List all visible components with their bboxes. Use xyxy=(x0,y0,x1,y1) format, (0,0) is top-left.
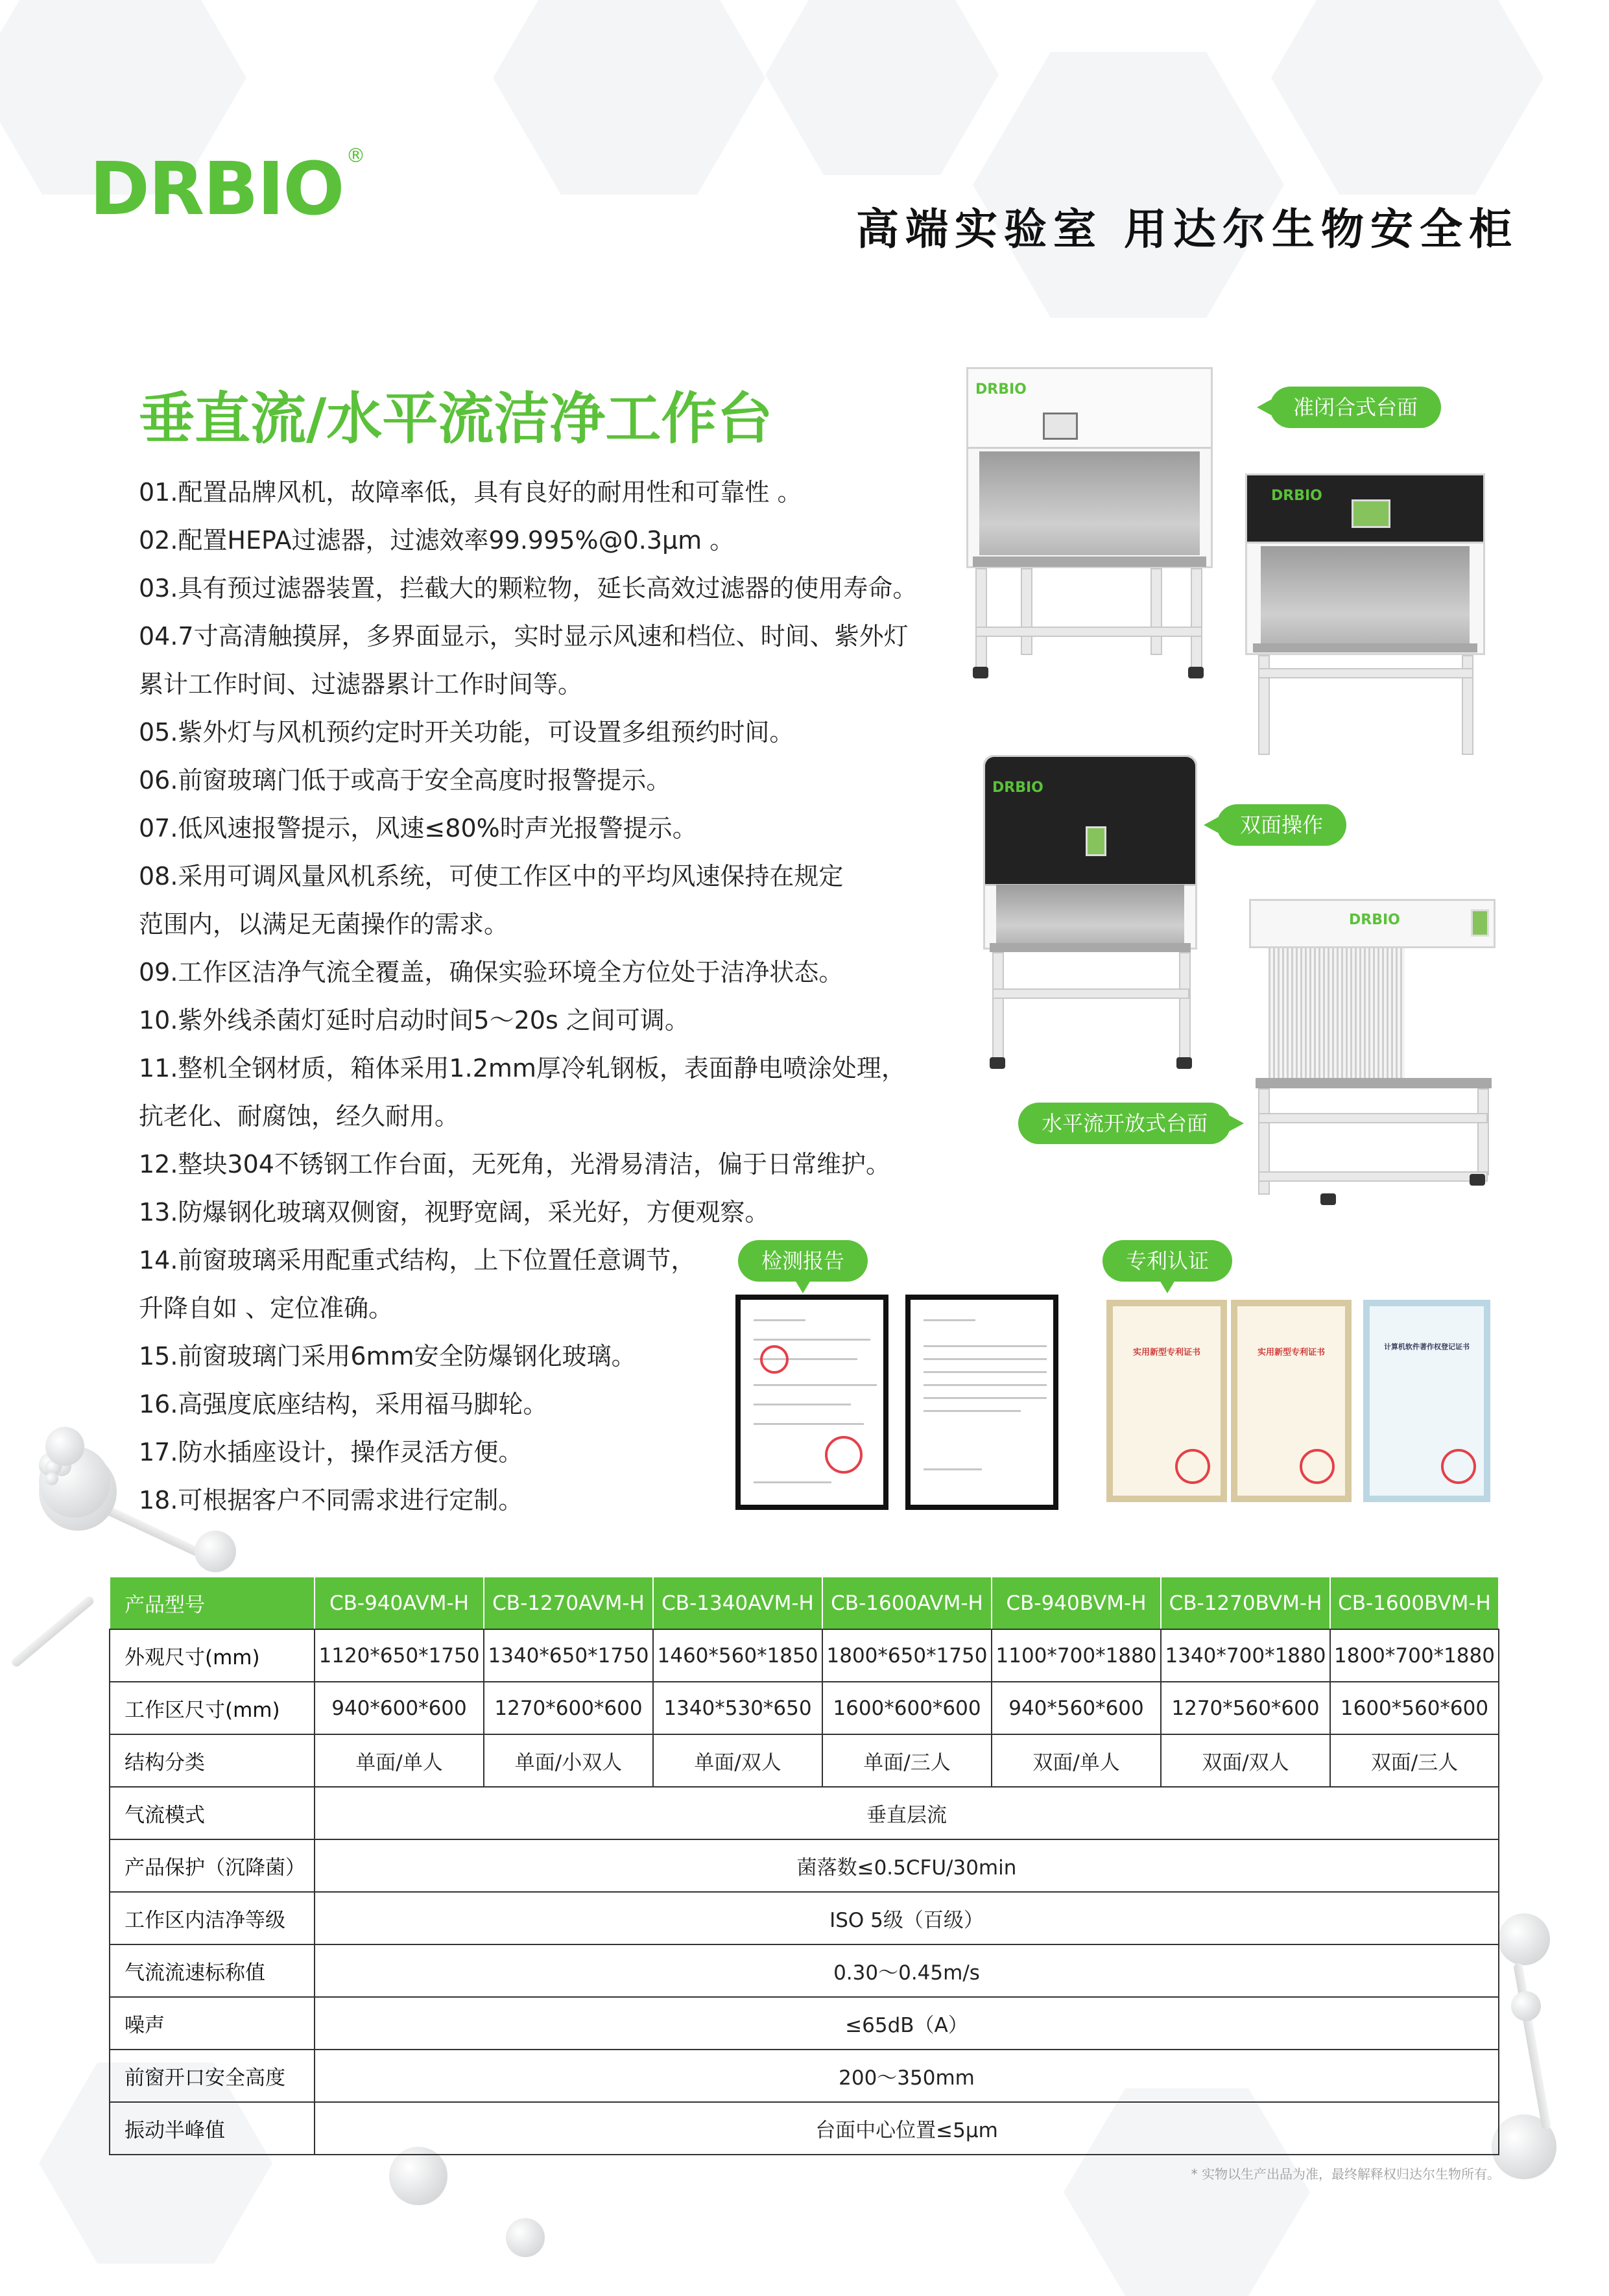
product-image-open-cabinet xyxy=(1245,473,1485,759)
table-cell: 1340*650*1750 xyxy=(484,1629,653,1682)
patent-certificate xyxy=(1106,1300,1227,1502)
table-row xyxy=(110,1787,1499,1839)
header-cell: 产品型号 xyxy=(110,1577,315,1629)
tag-closed-table: 准闭合式台面 xyxy=(1270,387,1441,428)
model-cell: CB-1600AVM-H xyxy=(822,1577,992,1629)
table-cell: 1270*600*600 xyxy=(484,1682,653,1734)
spec-table xyxy=(109,1576,1499,2155)
feature-item: 02.配置HEPA过滤器，过滤效率99.995%@0.3μm 。 xyxy=(139,526,735,555)
table-cell: 垂直层流 xyxy=(315,1787,1499,1839)
model-cell: CB-1270BVM-H xyxy=(1161,1577,1330,1629)
feature-item: 08.采用可调风量风机系统，可使工作区中的平均风速保持在规定 xyxy=(139,862,844,891)
cabinet-brand: DRBIO xyxy=(992,780,1043,796)
slogan: 高端实验室 用达尔生物安全柜 xyxy=(856,204,1518,254)
cabinet-brand: DRBIO xyxy=(1349,912,1400,928)
tag-horizontal-flow: 水平流开放式台面 xyxy=(1018,1103,1231,1144)
test-report-doc xyxy=(905,1295,1058,1510)
table-cell: 1600*560*600 xyxy=(1330,1682,1499,1734)
feature-item: 09.工作区洁净气流全覆盖，确保实验环境全方位处于洁净状态。 xyxy=(139,958,844,987)
table-cell: 1340*530*650 xyxy=(653,1682,822,1734)
feature-item: 07.低风速报警提示，风速≤80%时声光报警提示。 xyxy=(139,814,697,843)
background-hexagon xyxy=(973,52,1284,318)
table-cell: 1340*700*1880 xyxy=(1161,1629,1330,1682)
tag-patent: 专利认证 xyxy=(1102,1240,1232,1282)
feature-item: 抗老化、耐腐蚀，经久耐用。 xyxy=(139,1102,460,1130)
table-cell: 940*560*600 xyxy=(992,1682,1161,1734)
table-cell: 双面/单人 xyxy=(992,1734,1161,1787)
feature-item: 05.紫外灯与风机预约定时开关功能，可设置多组预约时间。 xyxy=(139,718,794,747)
product-image-double-sided xyxy=(983,755,1197,1073)
feature-item: 升降自如 、定位准确。 xyxy=(139,1294,394,1322)
table-cell: 1270*560*600 xyxy=(1161,1682,1330,1734)
molecule-ball xyxy=(45,1472,58,1485)
feature-item: 16.高强度底座结构，采用福马脚轮。 xyxy=(139,1390,548,1418)
feature-item: 10.紫外线杀菌灯延时启动时间5～20s 之间可调。 xyxy=(139,1006,689,1034)
feature-item: 14.前窗玻璃采用配重式结构，上下位置任意调节， xyxy=(139,1246,696,1274)
certificate-title: 实用新型专利证书 xyxy=(1132,1348,1200,1357)
molecule-ball xyxy=(1498,1913,1550,1965)
brand-logo xyxy=(89,145,366,232)
molecule-bond xyxy=(1513,1963,1551,2130)
table-cell: 单面/双人 xyxy=(653,1734,822,1787)
table-cell: 菌落数≤0.5CFU/30min xyxy=(315,1839,1499,1892)
certificate-title: 计算机软件著作权登记证书 xyxy=(1384,1343,1470,1351)
feature-item: 范围内，以满足无菌操作的需求。 xyxy=(139,910,509,939)
table-cell: 1600*600*600 xyxy=(822,1682,992,1734)
feature-item: 累计工作时间、过滤器累计工作时间等。 xyxy=(139,670,583,699)
row-label: 振动半峰值 xyxy=(110,2102,315,2155)
table-cell: 单面/三人 xyxy=(822,1734,992,1787)
table-row xyxy=(110,1682,1499,1734)
tag-double-sided: 双面操作 xyxy=(1217,804,1346,846)
certificate-title: 实用新型专利证书 xyxy=(1257,1348,1325,1357)
table-row xyxy=(110,1734,1499,1787)
row-label: 噪声 xyxy=(110,1997,315,2050)
molecule-ball xyxy=(1511,1991,1541,2021)
tag-test-report: 检测报告 xyxy=(738,1240,868,1282)
logo-text: DRBIO xyxy=(89,147,344,232)
product-image-closed-cabinet xyxy=(966,367,1213,685)
feature-item: 18.可根据客户不同需求进行定制。 xyxy=(139,1486,523,1514)
test-report-doc xyxy=(735,1295,888,1510)
row-label: 工作区内洁净等级 xyxy=(110,1892,315,1944)
molecule-ball xyxy=(45,1427,84,1466)
row-label: 产品保护（沉降菌） xyxy=(110,1839,315,1892)
table-cell: 1100*700*1880 xyxy=(992,1629,1161,1682)
feature-item: 13.防爆钢化玻璃双侧窗，视野宽阔，采光好，方便观察。 xyxy=(139,1198,770,1226)
model-cell: CB-940BVM-H xyxy=(992,1577,1161,1629)
table-cell: 1800*700*1880 xyxy=(1330,1629,1499,1682)
table-header-row xyxy=(110,1577,1499,1629)
software-certificate xyxy=(1363,1300,1490,1502)
table-row xyxy=(110,1629,1499,1682)
row-label: 气流流速标称值 xyxy=(110,1944,315,1997)
cabinet-brand: DRBIO xyxy=(1271,488,1322,504)
row-label: 工作区尺寸(mm) xyxy=(110,1682,315,1734)
table-cell: 双面/双人 xyxy=(1161,1734,1330,1787)
background-hexagon xyxy=(1271,0,1543,195)
molecule-bond xyxy=(10,1595,96,1669)
feature-item: 17.防水插座设计，操作灵活方便。 xyxy=(139,1438,523,1466)
row-label: 结构分类 xyxy=(110,1734,315,1787)
feature-item: 12.整块304不锈钢工作台面，无死角，光滑易清洁，偏于日常维护。 xyxy=(139,1150,890,1178)
table-cell: 单面/小双人 xyxy=(484,1734,653,1787)
table-row xyxy=(110,1892,1499,1944)
table-cell: 200～350mm xyxy=(315,2050,1499,2102)
molecule-ball xyxy=(195,1531,236,1572)
background-hexagon xyxy=(765,0,999,175)
table-row xyxy=(110,2050,1499,2102)
background-hexagon xyxy=(493,0,765,195)
table-cell: 台面中心位置≤5μm xyxy=(315,2102,1499,2155)
registered-mark: ® xyxy=(346,145,366,167)
feature-item: 01.配置品牌风机，故障率低，具有良好的耐用性和可靠性 。 xyxy=(139,478,802,507)
table-cell: 1460*560*1850 xyxy=(653,1629,822,1682)
model-cell: CB-1340AVM-H xyxy=(653,1577,822,1629)
molecule-ball xyxy=(389,2147,447,2205)
page-title: 垂直流/水平流洁净工作台 xyxy=(139,387,773,451)
table-cell: 单面/单人 xyxy=(315,1734,484,1787)
patent-certificate xyxy=(1231,1300,1352,1502)
footnote: * 实物以生产出品为准，最终解释权归达尔生物所有。 xyxy=(1191,2166,1500,2182)
feature-item: 15.前窗玻璃门采用6mm安全防爆钢化玻璃。 xyxy=(139,1342,636,1370)
row-label: 外观尺寸(mm) xyxy=(110,1629,315,1682)
table-cell: 0.30～0.45m/s xyxy=(315,1944,1499,1997)
cabinet-brand: DRBIO xyxy=(975,381,1027,398)
table-cell: ISO 5级（百级） xyxy=(315,1892,1499,1944)
feature-item: 11.整机全钢材质，箱体采用1.2mm厚冷轧钢板，表面静电喷涂处理， xyxy=(139,1054,906,1082)
table-row xyxy=(110,1997,1499,2050)
table-row xyxy=(110,1839,1499,1892)
feature-item: 04.7寸高清触摸屏，多界面显示，实时显示风速和档位、时间、紫外灯 xyxy=(139,622,909,651)
row-label: 前窗开口安全高度 xyxy=(110,2050,315,2102)
feature-item: 03.具有预过滤器装置，拦截大的颗粒物，延长高效过滤器的使用寿命。 xyxy=(139,574,918,603)
feature-item: 06.前窗玻璃门低于或高于安全高度时报警提示。 xyxy=(139,766,671,795)
table-cell: 双面/三人 xyxy=(1330,1734,1499,1787)
row-label: 气流模式 xyxy=(110,1787,315,1839)
table-cell: 1800*650*1750 xyxy=(822,1629,992,1682)
table-cell: 940*600*600 xyxy=(315,1682,484,1734)
table-cell: ≤65dB（A） xyxy=(315,1997,1499,2050)
product-image-horizontal-flow xyxy=(1249,899,1496,1210)
table-row xyxy=(110,1944,1499,1997)
molecule-ball xyxy=(506,2218,545,2257)
table-row xyxy=(110,2102,1499,2155)
model-cell: CB-940AVM-H xyxy=(315,1577,484,1629)
model-cell: CB-1600BVM-H xyxy=(1330,1577,1499,1629)
table-cell: 1120*650*1750 xyxy=(315,1629,484,1682)
model-cell: CB-1270AVM-H xyxy=(484,1577,653,1629)
